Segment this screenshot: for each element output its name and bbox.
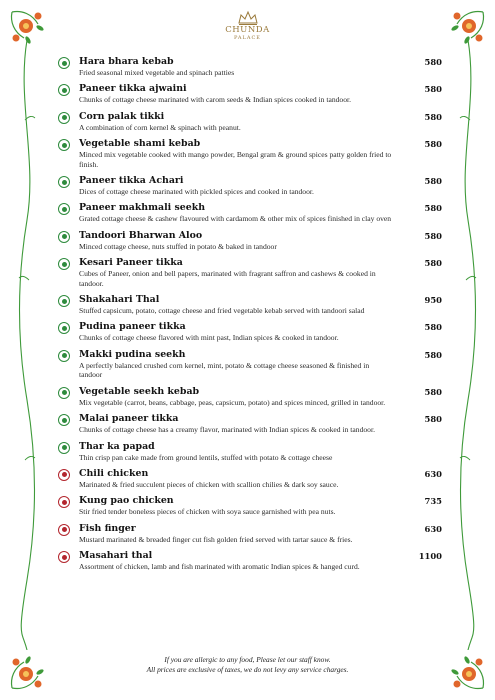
menu-item-description: A combination of corn kernel & spinach with peanut. <box>79 122 241 132</box>
menu-item-price: 580 <box>424 386 442 397</box>
menu-item-text <box>79 230 442 251</box>
menu-item-description: Assortment of chicken, lamb and fish marinated with aromatic Indian spices & hanged curd. <box>79 562 360 572</box>
menu-item-text <box>79 386 442 407</box>
menu-item <box>58 56 442 77</box>
menu-item-price: 580 <box>424 203 442 214</box>
nonveg-indicator-icon <box>58 469 70 481</box>
menu-item-name: Pudina paneer tikka <box>79 321 186 333</box>
menu-item <box>58 230 442 251</box>
brand-logo <box>208 10 288 41</box>
menu-item <box>58 495 442 516</box>
menu-item-price: 580 <box>424 139 442 150</box>
menu-item <box>58 550 442 571</box>
brand-name: CHUNDA <box>225 25 270 35</box>
menu-item-price: 580 <box>424 57 442 67</box>
veg-indicator-icon <box>58 84 70 96</box>
menu-item <box>58 175 442 196</box>
veg-indicator-icon <box>58 387 70 399</box>
menu-item-description: Stuffed capsicum, potato, cottage cheese and fried vegetable kebab served with tandoori salad <box>79 306 365 316</box>
menu-item <box>58 111 442 132</box>
menu-item-name: Chili chicken <box>79 467 149 479</box>
menu-item <box>58 321 442 342</box>
menu-item-description: Minced mix vegetable cooked with mango powder, Bengal gram & ground spices patty golden fried to finish. <box>79 150 392 169</box>
nonveg-indicator-icon <box>58 551 70 563</box>
veg-indicator-icon <box>58 322 70 334</box>
menu-item <box>58 468 442 489</box>
menu-item-text <box>79 257 442 288</box>
menu-item-text <box>79 523 442 544</box>
menu-item-name: Tandoori Bharwan Aloo <box>79 229 203 241</box>
veg-indicator-icon <box>58 350 70 362</box>
menu-item-text <box>79 56 442 77</box>
menu-item <box>58 294 442 315</box>
veg-indicator-icon <box>58 442 70 454</box>
menu-item <box>58 349 442 380</box>
menu-item-price: 580 <box>424 258 442 269</box>
menu-item <box>58 523 442 544</box>
brand-subtitle: PALACE <box>234 35 261 41</box>
menu-item-description: Stir fried tender boneless pieces of chicken with soya sauce garnished with pea nuts. <box>79 507 336 517</box>
menu-item-price: 1100 <box>418 551 442 562</box>
menu-item-description: Mix vegetable (carrot, beans, cabbage, peas, capsicum, potato) and spices minced, grilled in tandoor. <box>79 397 386 407</box>
menu-item-description: Mustard marinated & breaded finger cut fish golden fried served with tartar sauce & fries. <box>79 534 353 544</box>
veg-indicator-icon <box>58 139 70 151</box>
menu-item-name: Kung pao chicken <box>79 495 174 507</box>
menu-item <box>58 202 442 223</box>
nonveg-indicator-icon <box>58 496 70 508</box>
menu-item-price: 580 <box>424 349 442 360</box>
menu-item-text <box>79 413 442 434</box>
tax-note: All prices are exclusive of taxes, we do not levy any service charges. <box>146 665 349 674</box>
menu-item-price: 580 <box>424 84 442 95</box>
menu-item <box>58 386 442 407</box>
vine-border-right <box>453 40 483 650</box>
vine-border-left <box>12 40 42 650</box>
menu-item-name: Fish finger <box>79 522 136 534</box>
menu-item-name: Vegetable shami kebab <box>79 138 201 150</box>
menu-item-description: Chunks of cottage cheese marinated with carom seeds & Indian spices cooked in tandoor. <box>79 95 352 105</box>
allergy-note: If you are allergic to any food, Please let our staff know. <box>164 655 331 664</box>
menu-item <box>58 257 442 288</box>
menu-item-text <box>79 83 442 104</box>
menu-item-price: 580 <box>424 322 442 333</box>
menu-item-text <box>79 111 442 132</box>
menu-item-name: Paneer makhmali seekh <box>79 202 206 214</box>
menu-item-list <box>58 56 442 578</box>
menu-item-name: Paneer tikka ajwaini <box>79 83 187 95</box>
menu-item-price: 735 <box>424 496 442 507</box>
menu-item-text <box>79 202 442 223</box>
menu-item-price: 580 <box>424 414 442 425</box>
menu-item-name: Masahari thal <box>79 550 153 562</box>
menu-item <box>58 413 442 434</box>
menu-item-name: Shakahari Thal <box>79 294 160 306</box>
veg-indicator-icon <box>58 231 70 243</box>
crown-icon <box>237 10 259 26</box>
menu-item-text <box>79 138 442 169</box>
menu-item-name: Thar ka papad <box>79 440 155 452</box>
veg-indicator-icon <box>58 112 70 124</box>
menu-item-text <box>79 441 442 462</box>
menu-item-description: Minced cottage cheese, nuts stuffed in potato & baked in tandoor <box>79 241 277 251</box>
menu-item-text <box>79 294 442 315</box>
menu-item-description: Thin crisp pan cake made from ground lentils, stuffed with potato & cottage cheese <box>79 452 333 462</box>
footer-note <box>0 655 495 675</box>
menu-item-description: Chunks of cottage cheese has a creamy flavor, marinated with Indian spices & cooked in tandoor. <box>79 425 375 435</box>
menu-item-description: Marinated & fried succulent pieces of chicken with scallion chilies & dark soy sauce. <box>79 479 339 489</box>
veg-indicator-icon <box>58 176 70 188</box>
menu-item-description: A perfectly balanced crushed corn kernel, mint, potato & cottage cheese seasoned & finished in tandoor <box>79 360 370 380</box>
menu-item-text <box>79 550 442 571</box>
menu-item-name: Makki pudina seekh <box>79 348 186 360</box>
menu-item-text <box>79 468 442 489</box>
menu-item-price: 580 <box>424 111 442 122</box>
menu-item-price: 580 <box>424 230 442 241</box>
menu-item-price: 950 <box>424 295 442 306</box>
veg-indicator-icon <box>58 57 70 69</box>
menu-item-name: Paneer tikka Achari <box>79 175 184 187</box>
veg-indicator-icon <box>58 203 70 215</box>
menu-item-name: Malai paneer tikka <box>79 413 179 425</box>
menu-item-text <box>79 321 442 342</box>
nonveg-indicator-icon <box>58 524 70 536</box>
menu-item <box>58 441 442 462</box>
menu-item-text <box>79 175 442 196</box>
menu-item <box>58 83 442 104</box>
menu-item-name: Vegetable seekh kebab <box>79 385 200 397</box>
menu-item-name: Hara bhara kebab <box>79 56 174 67</box>
veg-indicator-icon <box>58 258 70 270</box>
menu-item-description: Grated cottage cheese & cashew flavoured with cardamom & other mix of spices finished in clay oven <box>79 214 392 224</box>
menu-item-name: Kesari Paneer tikka <box>79 257 183 269</box>
menu-item-description: Dices of cottage cheese marinated with pickled spices and cooked in tandoor. <box>79 187 314 197</box>
menu-item-description: Cubes of Paneer, onion and bell papers, marinated with fragrant saffron and cashews & cooked in tandoor. <box>79 269 376 288</box>
menu-item-text <box>79 495 442 516</box>
menu-item-text <box>79 349 442 380</box>
veg-indicator-icon <box>58 295 70 307</box>
menu-item-description: Chunks of cottage cheese flavored with mint past, Indian spices & cooked in tandoor. <box>79 333 339 343</box>
menu-item <box>58 138 442 169</box>
veg-indicator-icon <box>58 414 70 426</box>
menu-item-price: 630 <box>424 523 442 534</box>
menu-item-description: Fried seasonal mixed vegetable and spinach patties <box>79 68 235 77</box>
menu-item-price: 630 <box>424 468 442 479</box>
menu-item-price: 580 <box>424 176 442 187</box>
menu-item-name: Corn palak tikki <box>79 110 165 122</box>
